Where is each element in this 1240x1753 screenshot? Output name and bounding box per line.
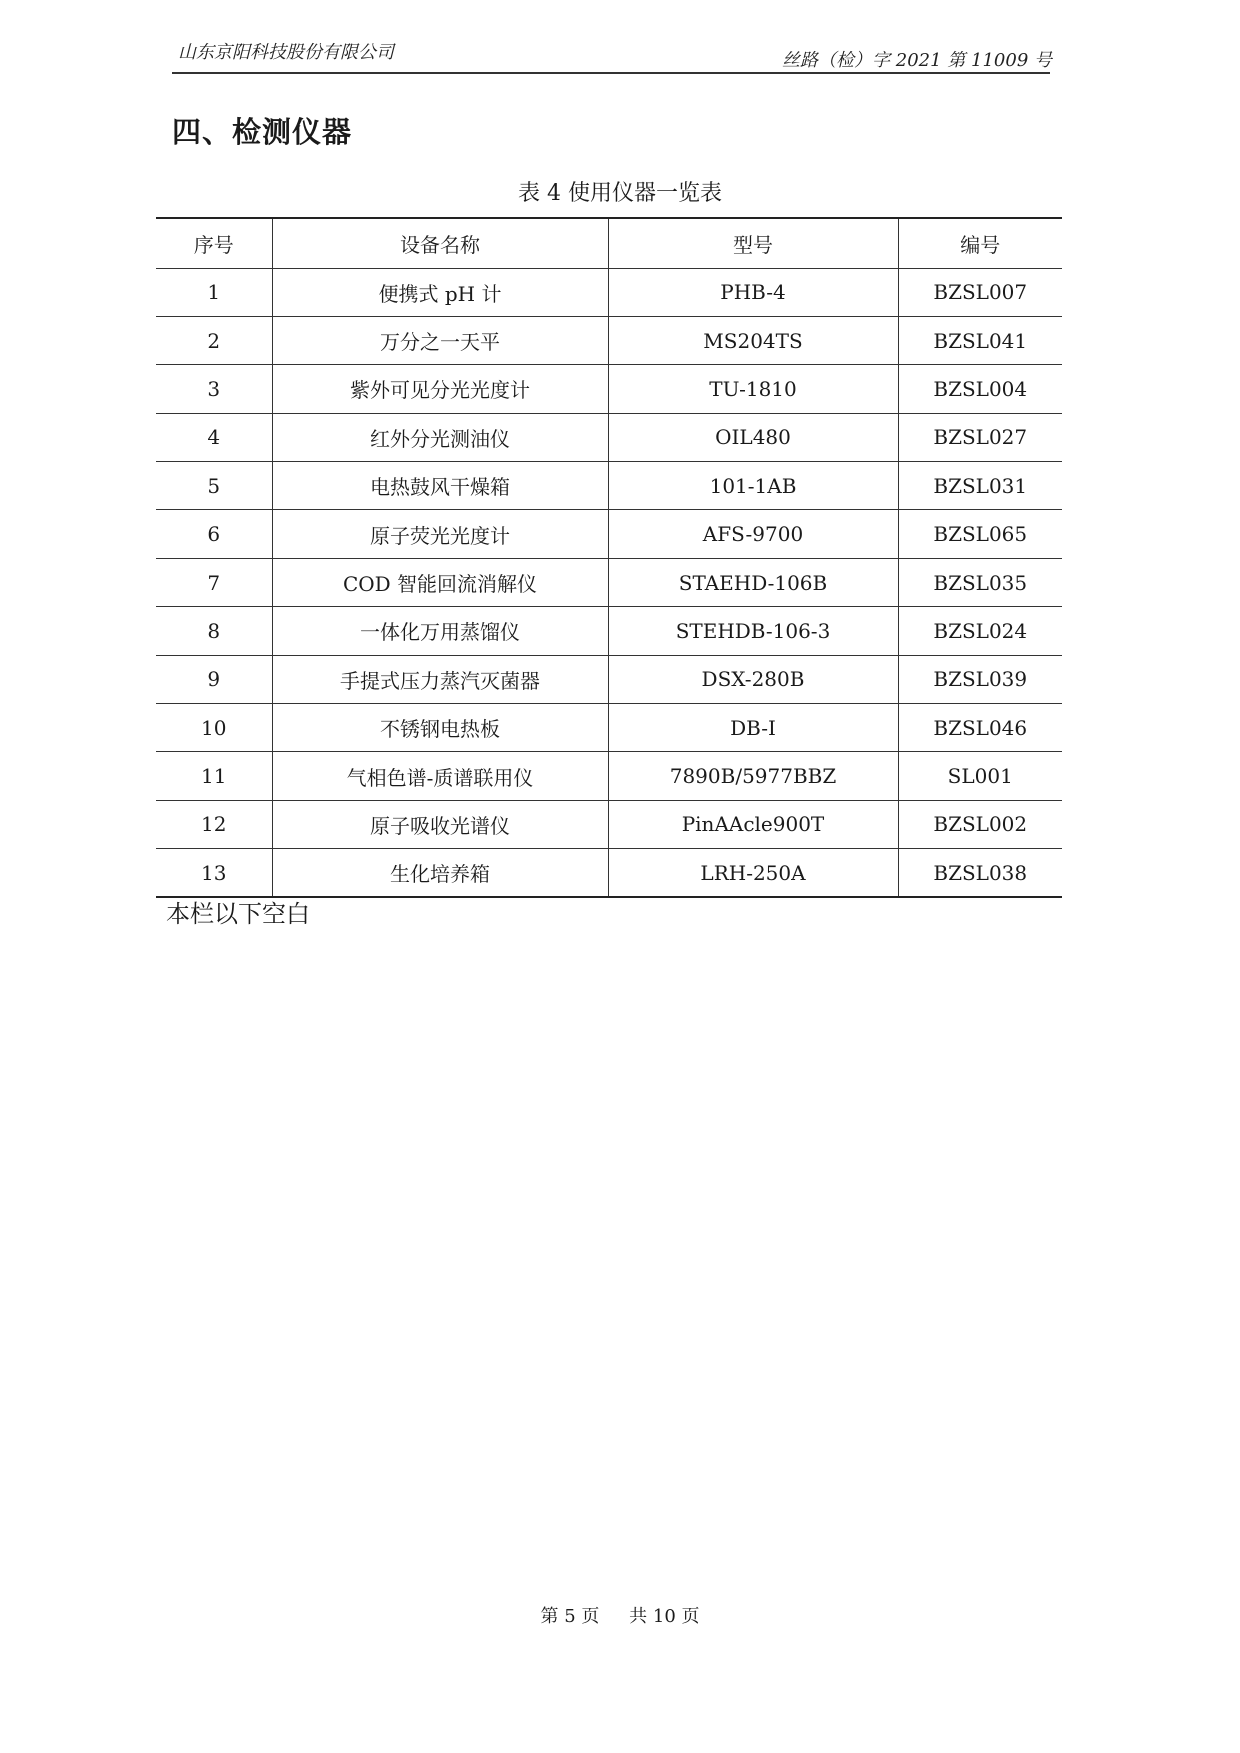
column-header-equipment-name: 设备名称 bbox=[272, 218, 608, 268]
cell-index: 10 bbox=[156, 704, 272, 752]
cell-code: BZSL027 bbox=[898, 413, 1062, 461]
column-header-model: 型号 bbox=[608, 218, 898, 268]
cell-equipment-name: 气相色谱-质谱联用仪 bbox=[272, 752, 608, 800]
table-row bbox=[156, 849, 1062, 897]
cell-equipment-name: 原子吸收光谱仪 bbox=[272, 800, 608, 848]
cell-model: LRH-250A bbox=[608, 849, 898, 897]
cell-equipment-name: 生化培养箱 bbox=[272, 849, 608, 897]
cell-model: PHB-4 bbox=[608, 268, 898, 316]
cell-code: BZSL031 bbox=[898, 462, 1062, 510]
cell-model: PinAAcle900T bbox=[608, 800, 898, 848]
table-row bbox=[156, 365, 1062, 413]
cell-index: 5 bbox=[156, 462, 272, 510]
cell-model: AFS-9700 bbox=[608, 510, 898, 558]
table-row bbox=[156, 413, 1062, 461]
cell-model: 7890B/5977BBZ bbox=[608, 752, 898, 800]
table-row bbox=[156, 704, 1062, 752]
table-caption: 表 4 使用仪器一览表 bbox=[518, 181, 722, 206]
cell-equipment-name: 一体化万用蒸馏仪 bbox=[272, 607, 608, 655]
table-row bbox=[156, 462, 1062, 510]
cell-index: 2 bbox=[156, 316, 272, 364]
table-row bbox=[156, 655, 1062, 703]
cell-index: 9 bbox=[156, 655, 272, 703]
cell-model: STEHDB-106-3 bbox=[608, 607, 898, 655]
page-total: 共 10 页 bbox=[629, 1606, 700, 1627]
table-row bbox=[156, 558, 1062, 606]
header-divider bbox=[172, 72, 1050, 74]
cell-index: 11 bbox=[156, 752, 272, 800]
cell-equipment-name: 紫外可见分光光度计 bbox=[272, 365, 608, 413]
cell-model: DB-I bbox=[608, 704, 898, 752]
column-header-code: 编号 bbox=[898, 218, 1062, 268]
column-header-index: 序号 bbox=[156, 218, 272, 268]
cell-index: 6 bbox=[156, 510, 272, 558]
cell-code: BZSL038 bbox=[898, 849, 1062, 897]
cell-equipment-name: 万分之一天平 bbox=[272, 316, 608, 364]
cell-code: BZSL004 bbox=[898, 365, 1062, 413]
end-note: 本栏以下空白 bbox=[166, 900, 310, 928]
cell-code: BZSL039 bbox=[898, 655, 1062, 703]
table-row bbox=[156, 607, 1062, 655]
cell-code: BZSL024 bbox=[898, 607, 1062, 655]
page-number: 第 5 页 bbox=[540, 1606, 600, 1627]
cell-code: BZSL035 bbox=[898, 558, 1062, 606]
cell-model: TU-1810 bbox=[608, 365, 898, 413]
cell-index: 13 bbox=[156, 849, 272, 897]
cell-code: BZSL041 bbox=[898, 316, 1062, 364]
cell-code: BZSL065 bbox=[898, 510, 1062, 558]
cell-model: DSX-280B bbox=[608, 655, 898, 703]
instrument-table bbox=[156, 217, 1062, 898]
table-row bbox=[156, 800, 1062, 848]
cell-model: 101-1AB bbox=[608, 462, 898, 510]
cell-code: BZSL002 bbox=[898, 800, 1062, 848]
cell-index: 3 bbox=[156, 365, 272, 413]
table-header-row bbox=[156, 218, 1062, 268]
cell-index: 1 bbox=[156, 268, 272, 316]
cell-equipment-name: 便携式 pH 计 bbox=[272, 268, 608, 316]
cell-equipment-name: 手提式压力蒸汽灭菌器 bbox=[272, 655, 608, 703]
cell-equipment-name: 电热鼓风干燥箱 bbox=[272, 462, 608, 510]
table-row bbox=[156, 268, 1062, 316]
cell-code: BZSL007 bbox=[898, 268, 1062, 316]
cell-index: 7 bbox=[156, 558, 272, 606]
table-row bbox=[156, 510, 1062, 558]
cell-model: STAEHD-106B bbox=[608, 558, 898, 606]
table-row bbox=[156, 316, 1062, 364]
cell-equipment-name: 原子荧光光度计 bbox=[272, 510, 608, 558]
cell-equipment-name: 不锈钢电热板 bbox=[272, 704, 608, 752]
cell-index: 8 bbox=[156, 607, 272, 655]
cell-model: MS204TS bbox=[608, 316, 898, 364]
cell-equipment-name: 红外分光测油仪 bbox=[272, 413, 608, 461]
cell-index: 4 bbox=[156, 413, 272, 461]
page-footer bbox=[0, 1602, 1240, 1628]
cell-code: SL001 bbox=[898, 752, 1062, 800]
cell-index: 12 bbox=[156, 800, 272, 848]
header-company: 山东京阳科技股份有限公司 bbox=[178, 42, 394, 63]
cell-code: BZSL046 bbox=[898, 704, 1062, 752]
cell-equipment-name: COD 智能回流消解仪 bbox=[272, 558, 608, 606]
table-row bbox=[156, 752, 1062, 800]
cell-model: OIL480 bbox=[608, 413, 898, 461]
section-title: 四、检测仪器 bbox=[172, 115, 353, 149]
header-doc-number: 丝路（检）字 2021 第 11009 号 bbox=[782, 50, 1052, 71]
